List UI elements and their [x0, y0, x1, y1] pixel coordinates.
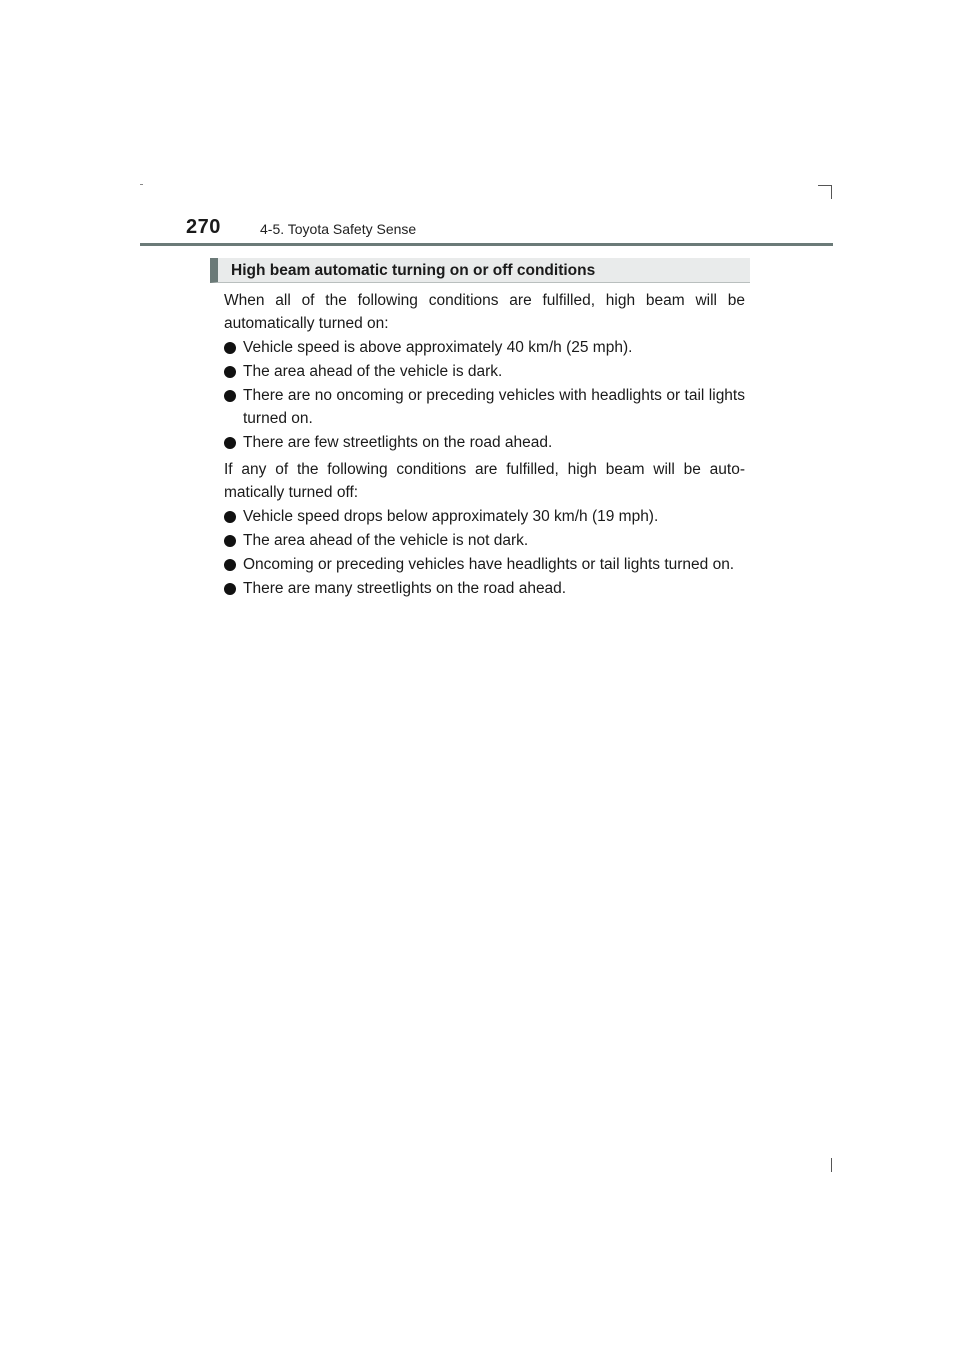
bullet-icon — [224, 342, 236, 354]
off-conditions-intro: If any of the following conditions are fulfilled, high beam will be auto-matically turned off: — [224, 461, 745, 501]
bullet-icon — [224, 559, 236, 571]
list-item-text: There are no oncoming or preceding vehicles with headlights or tail lights turned on. — [243, 387, 745, 427]
bullet-icon — [224, 511, 236, 523]
list-item-text: Oncoming or preceding vehicles have headlights or tail lights turned on. — [243, 556, 735, 573]
on-conditions-list — [224, 336, 745, 454]
page-number: 270 — [186, 216, 221, 238]
bullet-icon — [224, 366, 236, 378]
list-item — [224, 431, 745, 454]
crop-mark-top-left — [140, 184, 143, 185]
list-item — [224, 505, 745, 528]
list-item-text: Vehicle speed drops below approximately 30 km/h (19 mph). — [243, 508, 659, 525]
bullet-icon — [224, 437, 236, 449]
section-title: High beam automatic turning on or off conditions — [231, 262, 596, 279]
list-item — [224, 384, 745, 430]
list-item — [224, 553, 745, 576]
on-conditions-intro: When all of the following conditions are fulfilled, high beam will be automatically turned on: — [224, 292, 745, 332]
list-item — [224, 360, 745, 383]
list-item — [224, 577, 745, 600]
header-section-title: 4-5. Toyota Safety Sense — [260, 221, 417, 237]
crop-mark-bottom-right-vertical — [831, 1158, 832, 1172]
list-item-text: There are few streetlights on the road ahead. — [243, 434, 553, 451]
bullet-icon — [224, 583, 236, 595]
list-item — [224, 336, 745, 359]
bullet-icon — [224, 535, 236, 547]
list-item-text: The area ahead of the vehicle is not dark. — [243, 532, 529, 549]
list-item-text: Vehicle speed is above approximately 40 km/h (25 mph). — [243, 339, 633, 356]
list-item-text: There are many streetlights on the road ahead. — [243, 580, 567, 597]
list-item — [224, 529, 745, 552]
crop-mark-top-right-vertical — [831, 185, 832, 199]
list-item-text: The area ahead of the vehicle is dark. — [243, 363, 503, 380]
off-conditions-list — [224, 505, 745, 600]
bullet-icon — [224, 390, 236, 402]
header-rule — [140, 243, 833, 246]
section-title-bar — [210, 258, 750, 283]
crop-mark-top-right-horizontal — [818, 185, 832, 186]
content-body — [224, 289, 745, 601]
